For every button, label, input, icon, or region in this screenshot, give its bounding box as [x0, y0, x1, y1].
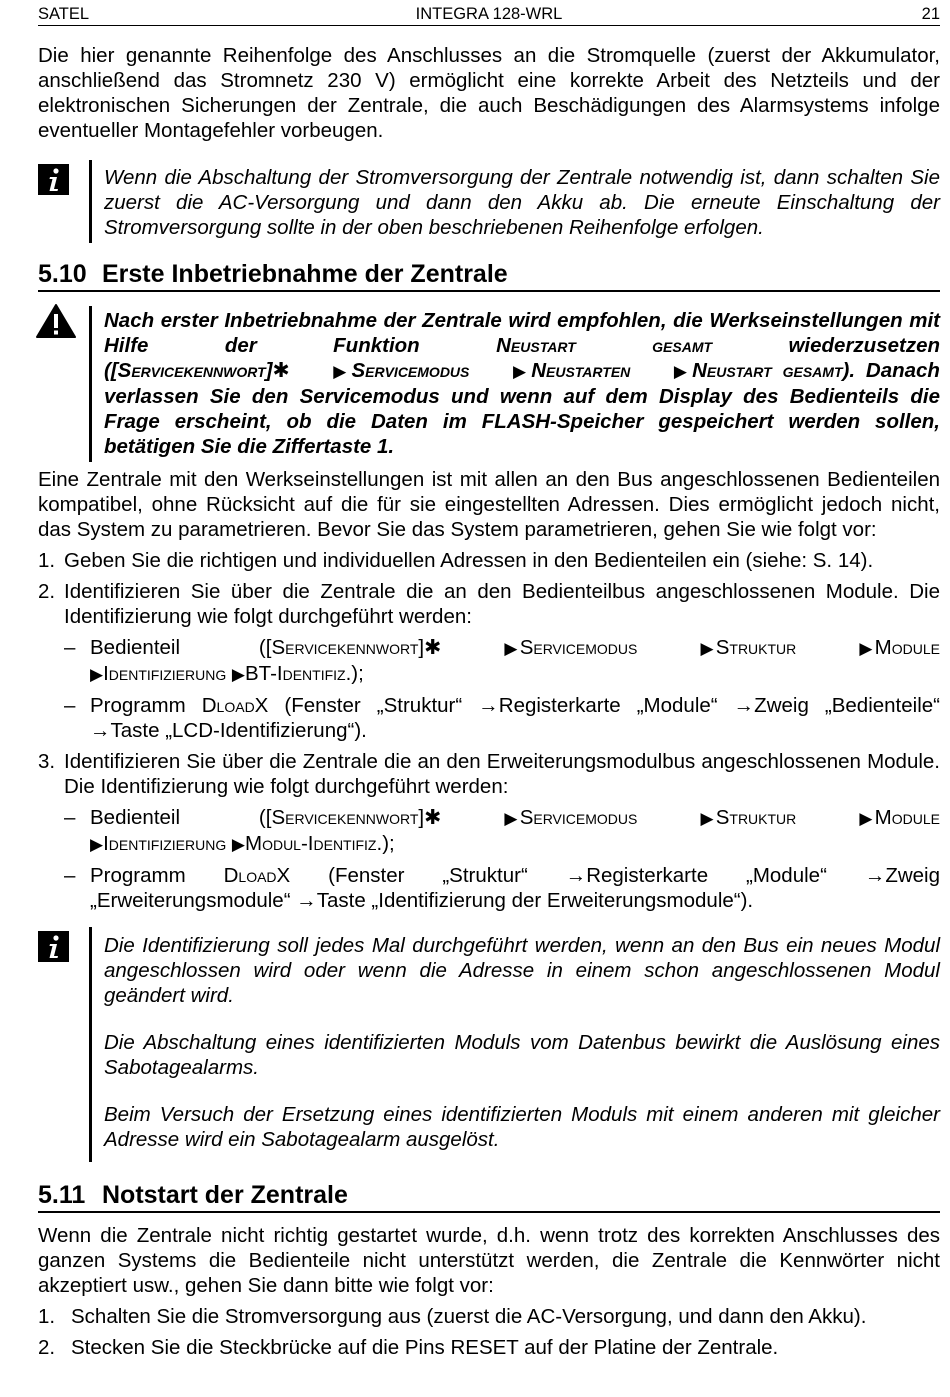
- section-title: Notstart der Zentrale: [102, 1181, 348, 1209]
- arrow-icon: →: [296, 889, 317, 912]
- info-icon: [38, 164, 69, 195]
- arrow-icon: →: [733, 694, 755, 717]
- paragraph-factory-settings: Eine Zentrale mit den Werkseinstellungen ist mit allen an den Bus angeschlossenen Bedienteilen kompatibel, ohne Rücksicht auf die für sie eingestellten Adressen. Dies ermöglicht jedoch nicht, das System zu parametrieren. Bevor Sie das System parametrieren, gehen Sie wie folgt vor:: [38, 468, 940, 541]
- star-key-icon: ✱: [272, 359, 290, 382]
- menu-arrow-icon: ▶: [231, 665, 245, 684]
- menu-arrow-icon: ▶: [504, 639, 520, 658]
- list-item: 3. Identifizieren Sie über die Zentrale die an den Erweiterungsmodulbus angeschlossenen Module. Die Identifizierung wie folgt durchgeführt werden:: [38, 750, 940, 798]
- menu-arrow-icon: ▶: [504, 809, 520, 828]
- menu-arrow-icon: ▶: [859, 639, 875, 658]
- page-header: [38, 4, 940, 26]
- note-text: Beim Versuch der Ersetzung eines identifizierten Moduls mit einem anderen mit gleicher Adresse wird ein Sabotagealarm ausgelöst.: [104, 1103, 940, 1151]
- note-bar: [89, 306, 92, 462]
- note-text: Die Identifizierung soll jedes Mal durchgeführt werden, wenn an den Bus ein neues Modul angeschlossen wird oder wenn die Adresse in einem schon angeschlossenen Modul geändert wird.: [104, 934, 940, 1007]
- note-text: Die Abschaltung eines identifizierten Moduls vom Datenbus bewirkt die Auslösung eines Sabotagealarms.: [104, 1031, 940, 1079]
- section-number: 5.11: [38, 1181, 86, 1209]
- manual-page: [38, 4, 940, 1360]
- arrow-icon: →: [864, 864, 886, 887]
- menu-arrow-icon: ▶: [700, 809, 716, 828]
- menu-arrow-icon: ▶: [700, 639, 716, 658]
- sub-item-keypad-path: – Bedienteil ([Servicekennwort]✱ ▶Servicemodus ▶Struktur ▶Module ▶Identifizierung ▶BT-Identifiz.);: [64, 636, 940, 685]
- menu-arrow-icon: ▶: [673, 362, 693, 381]
- section-heading-5-11: [38, 1180, 940, 1213]
- note-text: Wenn die Abschaltung der Stromversorgung der Zentrale notwendig ist, dann schalten Sie zuerst die AC-Versorgung und dann den Akku ab. Die erneute Einschaltung der Stromversorgung sollte in der oben beschriebenen Reihenfolge erfolgen.: [104, 166, 940, 239]
- warning-note-reset: [38, 306, 940, 462]
- menu-arrow-icon: ▶: [859, 809, 875, 828]
- arrow-icon: →: [565, 864, 587, 887]
- list-item: 2. Identifizieren Sie über die Zentrale die an den Bedienteilbus angeschlossenen Module. Die Identifizierung wie folgt durchgeführt werden:: [38, 580, 940, 628]
- list-item: 1. Schalten Sie die Stromversorgung aus (zuerst die AC-Versorgung, und dann den Akku).: [38, 1305, 867, 1328]
- warning-text: Nach erster Inbetriebnahme der Zentrale wird empfohlen, die Werkseinstellungen mit Hilfe der Funktion Neustart gesamt wiederzusetzen ([Servicekennwort]✱ ▶Servicemodus ▶Neustarten ▶Neustart gesamt). Danach verlassen Sie den Servicemodus und wenn auf dem Display des Bedienteils die Frage erscheint, ob die Daten im FLASH-Speicher gespeichert werden sollen, betätigen Sie die Ziffertaste 1.: [104, 309, 940, 458]
- paragraph-emergency-start: Wenn die Zentrale nicht richtig gestartet wurde, d.h. wenn trotz des korrekten Anschlusses des ganzen Systems die Bedienteile nicht unterstützt werden, die Zentrale die Kennwörter nicht akzeptiert usw., gehen Sie dann bitte wie folgt vor:: [38, 1224, 940, 1297]
- sub-item-dloadx-path: – Programm DloadX (Fenster „Struktur“ →Registerkarte „Module“ →Zweig „Erweiterungsmodule“ →Taste „Identifizierung der Erweiterungsmodule“).: [64, 864, 940, 912]
- function-name: Neustart gesamt: [496, 334, 713, 357]
- section-title: Erste Inbetriebnahme der Zentrale: [102, 260, 508, 288]
- menu-arrow-icon: ▶: [90, 835, 104, 854]
- header-brand: SATEL: [38, 5, 90, 23]
- arrow-icon: →: [90, 719, 111, 742]
- section-number: 5.10: [38, 260, 87, 288]
- info-icon: [38, 931, 69, 962]
- section-heading-5-10: [38, 259, 940, 292]
- intro-paragraph: Die hier genannte Reihenfolge des Anschlusses an die Stromquelle (zuerst der Akkumulator, anschließend das Stromnetz 230 V) ermöglicht eine korrekte Arbeit des Netzteils und der elektronischen Sicherungen der Zentrale, die auch Beschädigungen des Alarmsystems infolge eventueller Montagefehler vorbeugen.: [38, 44, 940, 142]
- star-key-icon: ✱: [424, 806, 442, 829]
- warning-icon: [36, 303, 76, 339]
- list-item: 1. Geben Sie die richtigen und individuellen Adressen in den Bedienteilen ein (siehe: S. 14).: [38, 549, 874, 572]
- info-note-power-off: [38, 160, 940, 243]
- page-number: 21: [921, 5, 941, 23]
- sub-item-keypad-path: – Bedienteil ([Servicekennwort]✱ ▶Servicemodus ▶Struktur ▶Module ▶Identifizierung ▶Modul-Identifiz.);: [64, 806, 940, 855]
- header-product: INTEGRA 128-WRL: [415, 5, 563, 23]
- note-bar: [89, 160, 92, 243]
- sub-item-dloadx-path: – Programm DloadX (Fenster „Struktur“ →Registerkarte „Module“ →Zweig „Bedienteile“ →Taste „LCD-Identifizierung“).: [64, 694, 940, 742]
- menu-arrow-icon: ▶: [231, 835, 245, 854]
- menu-arrow-icon: ▶: [512, 362, 532, 381]
- arrow-icon: →: [478, 694, 499, 717]
- list-item: 2. Stecken Sie die Steckbrücke auf die Pins RESET auf der Platine der Zentrale.: [38, 1336, 779, 1359]
- info-note-identification: [38, 927, 940, 1162]
- menu-arrow-icon: ▶: [333, 362, 352, 381]
- menu-arrow-icon: ▶: [90, 665, 104, 684]
- note-bar: [89, 927, 92, 1162]
- star-key-icon: ✱: [424, 636, 442, 659]
